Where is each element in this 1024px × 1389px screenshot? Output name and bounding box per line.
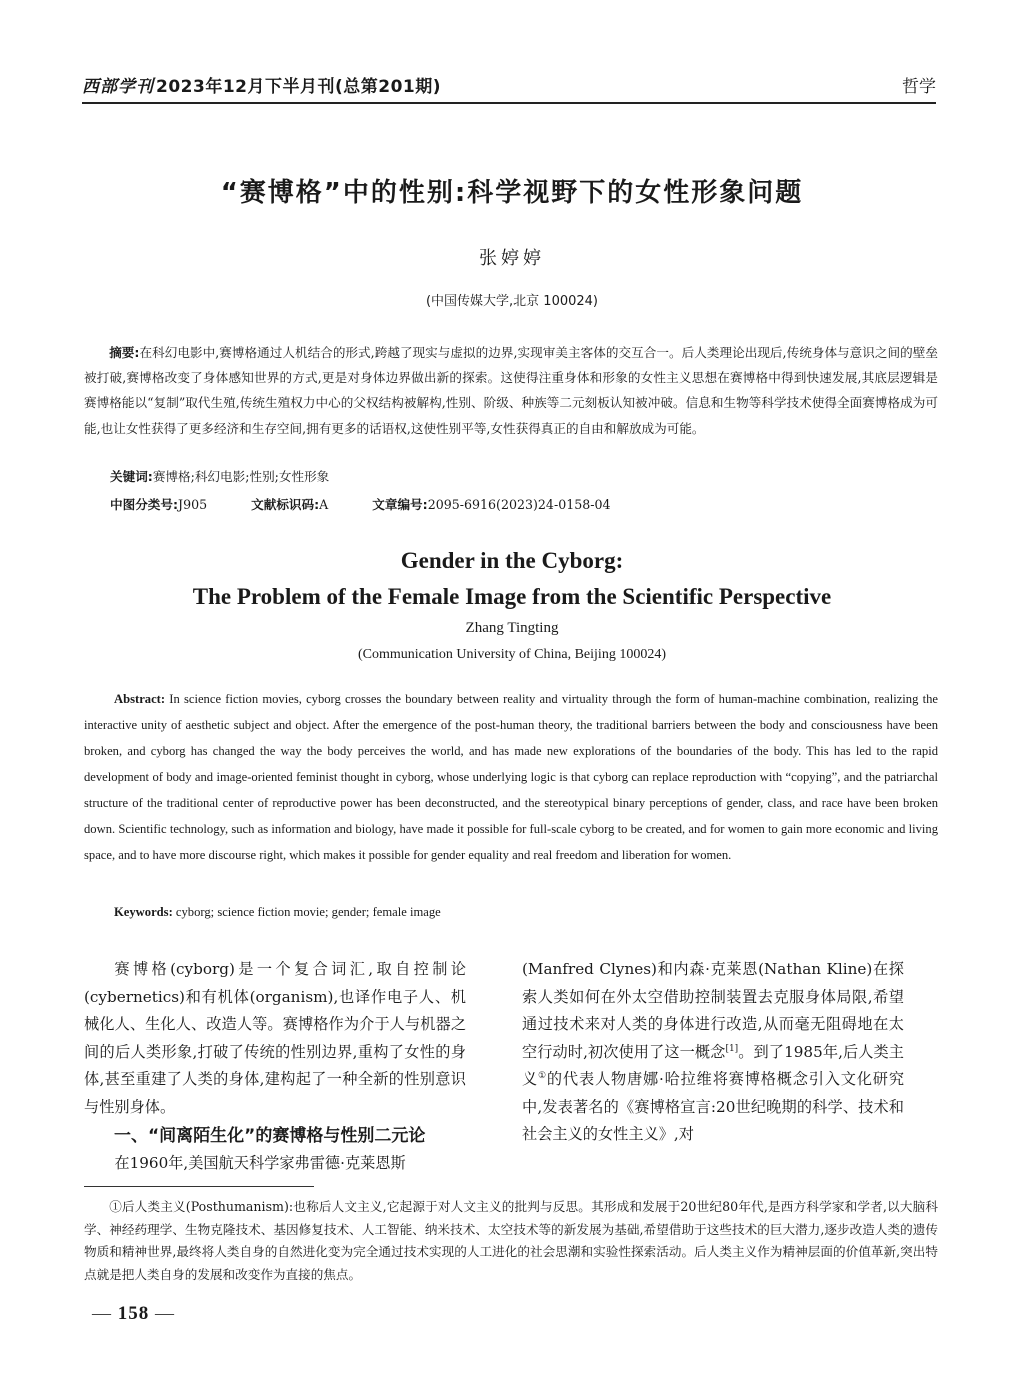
paragraph-2-text-after-ref: 。到了1985年,后人类主义 — [522, 1042, 904, 1088]
journal-name: 西部学刊 — [82, 77, 154, 97]
footnote: ①后人类主义(Posthumanism):也称后人文主义,它起源于对人文主义的批判与反思。其形成和发展于20世纪80年代,是西方科学家和学者,以大脑科学、神经药理学、生物克隆技术、基因修复技术、人工智能、纳米技术、太空技术等的新发展为基础,希望借助于这些技术的巨大潜力,逐步改造人类的遗传物质和精神世界,最终将人类自身的自然进化变为完全通过技术实现的人工进化的社会思潮和实验性探索活动。后人类主义作为精神层面的价值革新,突出特点就是把人类自身的发展和改变作为直接的焦点。 — [84, 1199, 938, 1282]
author-name-en: Zhang Tingting — [465, 620, 559, 636]
section-label: 哲学 — [902, 77, 936, 97]
doc-code-label: 文献标识码: — [251, 497, 320, 512]
affiliation-cn: (中国传媒大学,北京 100024) — [425, 294, 599, 309]
issue-info: 2023年12月下半月刊(总第201期) — [156, 77, 441, 97]
body-paragraph-2-start: 在1960年,美国航天科学家弗雷德·克莱恩斯 — [114, 1154, 406, 1172]
author-name-cn: 张婷婷 — [479, 248, 545, 269]
article-title-en-line1: Gender in the Cyborg: — [400, 548, 624, 573]
keywords-cn — [110, 466, 938, 488]
journal-issue-line — [82, 72, 441, 97]
article-number-label: 文章编号: — [372, 497, 428, 512]
article-title-en-line2: The Problem of the Female Image from the Scientific Perspective — [192, 584, 832, 609]
section-heading-1: 一、“间离陌生化”的赛博格与性别二元论 — [114, 1126, 426, 1146]
abstract-cn-label: 摘要: — [109, 345, 140, 360]
paragraph-2-text-end: 的代表人物唐娜·哈拉维将赛博格概念引入文化研究中,发表著名的《赛博格宣言:20世纪晚期的科学、技术和社会主义的女性主义》,对 — [522, 1070, 905, 1143]
doc-code-value: A — [319, 497, 329, 512]
doc-code — [251, 494, 328, 516]
body-paragraph-1: 赛博格(cyborg)是一个复合词汇,取自控制论(cybernetics)和有机体(organism),也译作电子人、机械化人、生化人、改造人等。赛博格作为介于人与机器之间的后人类形象,打破了传统的性别边界,重构了女性的身体,甚至重建了人类的身体,建构起了一种全新的性别意识与性别身体。 — [84, 960, 466, 1116]
abstract-en-text: In science fiction movies, cyborg crosses the boundary between reality and virtuality through the form of human-machine combination, realizing the interactive unity of aesthetic subject and object. After the emergence of the post-human theory, the traditional barriers between the body and consciousness have been broken, and cyborg has changed the way the body perceives the world, and has made new explorations of the boundaries of the body. This has led to the rapid development of body and image-oriented feminist thought in cyborg, whose underlying logic is that cyborg can replace reproduction with “copying”, and the patriarchal structure of the traditional center of reproductive power has been deconstructed, and the stereotypical binary perceptions of gender, class, and race have been broken down. Scientific technology, such as information and biology, have made it possible for full-scale cyborg to be created, and for women to gain more economic and living space, and to have more discourse right, which makes it possible for gender equality and real freedom and liberation for women. — [84, 692, 938, 862]
keywords-cn-text: 赛博格;科幻电影;性别;女性形象 — [152, 469, 330, 484]
running-header — [82, 70, 936, 104]
article-number-value: 2095-6916(2023)24-0158-04 — [427, 497, 611, 512]
class-number — [110, 494, 207, 516]
abstract-en — [84, 686, 938, 868]
class-number-value: J905 — [178, 497, 208, 512]
abstract-cn-text: 在科幻电影中,赛博格通过人机结合的形式,跨越了现实与虚拟的边界,实现审美主客体的交互合一。后人类理论出现后,传统身体与意识之间的壁垒被打破,赛博格改变了身体感知世界的方式,更是对身体边界做出新的探索。这使得注重身体和形象的女性主义思想在赛博格中得到快速发展,其底层逻辑是赛博格能以“复制”取代生殖,传统生殖权力中心的父权结构被解构,性别、阶级、种族等二元刻板认知被冲破。信息和生物等科学技术使得全面赛博格成为可能,也让女性获得了更多经济和生存空间,拥有更多的话语权,这使性别平等,女性获得真正的自由和解放成为可能。 — [84, 345, 938, 436]
body-column-left — [84, 956, 466, 1178]
affiliation-en: (Communication University of China, Beijing 100024) — [358, 647, 666, 662]
abstract-cn — [84, 340, 938, 441]
page-number-value: 158 — [117, 1303, 150, 1324]
body-paragraph-2-continued — [522, 956, 904, 1149]
classification-line — [110, 494, 938, 516]
reference-marker[interactable]: [1] — [725, 1043, 739, 1054]
paragraph-2-text: (Manfred Clynes)和内森·克莱恩(Nathan Kline)在探索人类如何在外太空借助控制装置去克服身体局限,希望通过技术来对人类的身体进行改造,从而毫无阻碍地在太空行动时,初次使用了这一概念 — [522, 960, 904, 1061]
footnote-marker[interactable]: ① — [538, 1070, 547, 1081]
page-dash-right: — — [155, 1303, 175, 1324]
keywords-en-text: cyborg; science fiction movie; gender; female image — [175, 905, 441, 919]
article-number — [372, 494, 610, 516]
body-column-right — [522, 956, 904, 1149]
abstract-en-label: Abstract: — [114, 692, 166, 706]
keywords-en-label: Keywords: — [114, 905, 173, 919]
footnote-divider — [84, 1186, 314, 1187]
page-dash-left: — — [92, 1303, 112, 1324]
page-number — [92, 1303, 175, 1325]
keywords-en — [114, 900, 938, 924]
article-title-cn: “赛博格”中的性别:科学视野下的女性形象问题 — [220, 178, 804, 208]
class-number-label: 中图分类号: — [110, 497, 179, 512]
keywords-cn-label: 关键词: — [110, 469, 153, 484]
